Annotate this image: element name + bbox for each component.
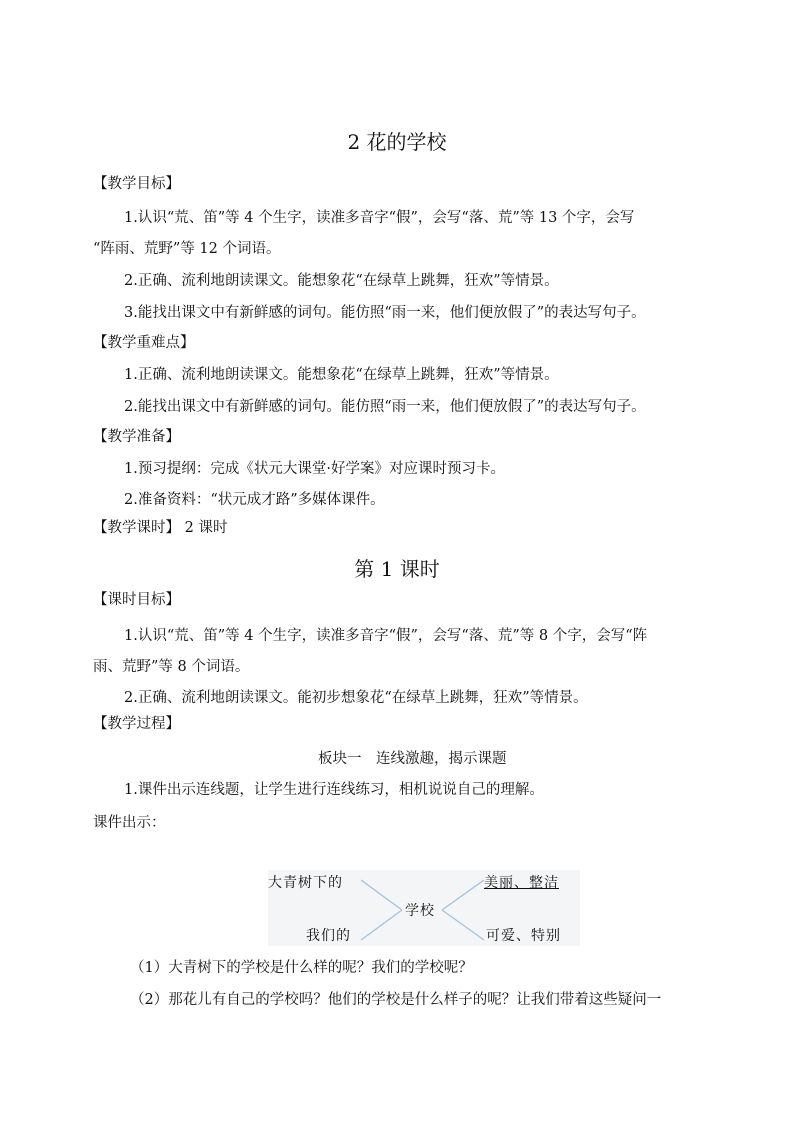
teaching-goal-2: 2.正确、流利地朗读课文。能想象花“在绿草上跳舞，狂欢”等情景。 [124, 273, 559, 289]
lesson-title: 第 1 课时 [354, 557, 440, 581]
page-title: 2 花的学校 [347, 130, 447, 154]
preparation-heading: 【教学准备】 [93, 429, 180, 445]
diagram-right-top: 美丽、整洁 [484, 875, 559, 891]
lesson-goal-1: 1.认识“荒、笛”等 4 个生字，读准多音字“假”，会写“落、荒”等 8 个字，会写“阵 [124, 628, 648, 644]
question-1: （1）大青树下的学校是什么样的呢？我们的学校呢？ [130, 960, 473, 976]
key-point-2: 2.能找出课文中有新鲜感的词句。能仿照“雨一来，他们便放假了”的表达写句子。 [124, 399, 646, 415]
class-hours: 【教学课时】 2 课时 [93, 520, 228, 536]
lesson-goals-heading: 【课时目标】 [93, 592, 180, 608]
question-2: （2）那花儿有自己的学校吗？他们的学校是什么样子的呢？让我们带着这些疑问一 [130, 992, 662, 1008]
preparation-item-1: 1.预习提纲：完成《状元大课堂·好学案》对应课时预习卡。 [124, 461, 505, 477]
key-points-heading: 【教学重难点】 [93, 335, 195, 351]
preparation-item-2: 2.准备资料：“状元成才路”多媒体课件。 [124, 492, 385, 508]
process-heading: 【教学过程】 [93, 716, 180, 732]
section-title: 板块一 连线激趣，揭示课题 [318, 751, 507, 767]
teaching-goal-3: 3.能找出课文中有新鲜感的词句。能仿照“雨一来，他们便放假了”的表达写句子。 [124, 305, 646, 321]
diagram-center: 学校 [405, 903, 435, 919]
teaching-goal-1-cont: “阵雨、荒野”等 12 个词语。 [93, 241, 281, 257]
display-label: 课件出示： [93, 815, 166, 831]
diagram-left-bottom: 我们的 [306, 928, 351, 944]
diagram-right-bottom: 可爱、特别 [486, 928, 561, 944]
lesson-goal-1-cont: 雨、荒野”等 8 个词语。 [93, 659, 250, 675]
lesson-goal-2: 2.正确、流利地朗读课文。能初步想象花“在绿草上跳舞，狂欢”等情景。 [124, 690, 588, 706]
teaching-goal-1: 1.认识“荒、笛”等 4 个生字，读准多音字“假”，会写“落、荒”等 13 个字，会写 [124, 210, 635, 226]
diagram-left-top: 大青树下的 [268, 875, 343, 891]
step-1: 1.课件出示连线题，让学生进行连线练习，相机说说自己的理解。 [124, 782, 544, 798]
teaching-goals-heading: 【教学目标】 [93, 176, 180, 192]
key-point-1: 1.正确、流利地朗读课文。能想象花“在绿草上跳舞，狂欢”等情景。 [124, 367, 559, 383]
